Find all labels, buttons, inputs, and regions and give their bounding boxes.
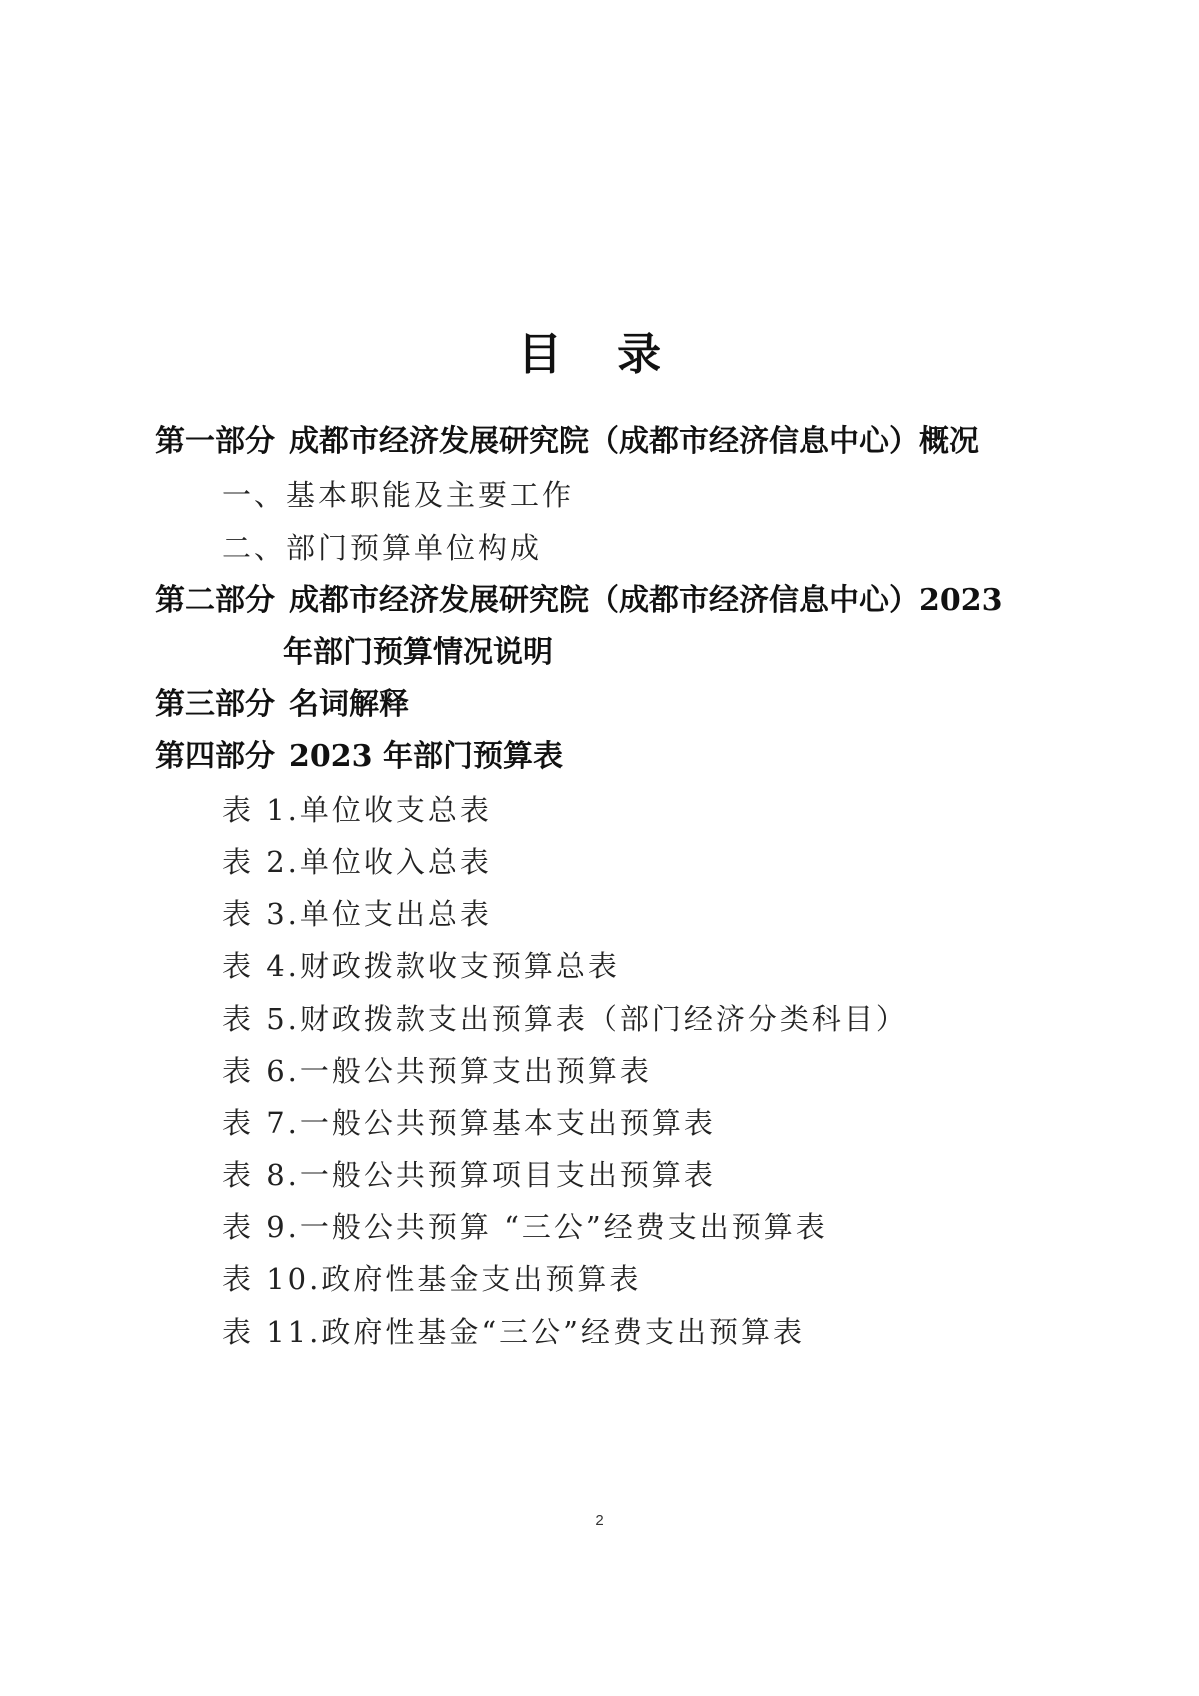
toc-table-item: 表 9.一般公共预算 “三公”经费支出预算表 [222,1210,828,1244]
toc-part-3 [155,685,409,725]
toc-table-item: 表 6.一般公共预算支出预算表 [222,1054,652,1088]
toc-part-4 [155,737,563,777]
toc-part-1-label: 第一部分 [155,424,275,459]
toc-table-item: 表 2.单位收入总表 [222,845,492,879]
toc-table-item: 表 7.一般公共预算基本支出预算表 [222,1106,716,1140]
toc-part-2 [155,581,1003,621]
toc-table-item: 表 4.财政拨款收支预算总表 [222,949,620,983]
toc-part-3-text: 名词解释 [289,687,409,722]
toc-table-item: 表 10.政府性基金支出预算表 [222,1262,642,1296]
toc-table-item: 表 5.财政拨款支出预算表（部门经济分类科目） [222,1002,908,1036]
toc-part-4-label: 第四部分 [155,739,275,774]
toc-part-1-text: 成都市经济发展研究院（成都市经济信息中心）概况 [289,424,979,459]
toc-part-3-label: 第三部分 [155,687,275,722]
toc-part-4-text: 2023 年部门预算表 [289,739,563,774]
toc-part-2-continuation: 年部门预算情况说明 [283,635,553,670]
page-number: 2 [595,1512,604,1529]
toc-table-item: 表 1.单位收支总表 [222,793,492,827]
toc-table-item: 表 11.政府性基金“三公”经费支出预算表 [222,1315,805,1349]
toc-part-1-item-1: 一、基本职能及主要工作 [222,478,575,512]
toc-part-2-label: 第二部分 [155,583,275,618]
toc-table-item: 表 8.一般公共预算项目支出预算表 [222,1158,716,1192]
toc-table-item: 表 3.单位支出总表 [222,897,492,931]
toc-part-1 [155,422,979,462]
toc-part-2-text: 成都市经济发展研究院（成都市经济信息中心）2023 [289,583,1003,618]
toc-part-1-item-2: 二、部门预算单位构成 [222,531,543,565]
page-title: 目 录 [517,329,682,380]
